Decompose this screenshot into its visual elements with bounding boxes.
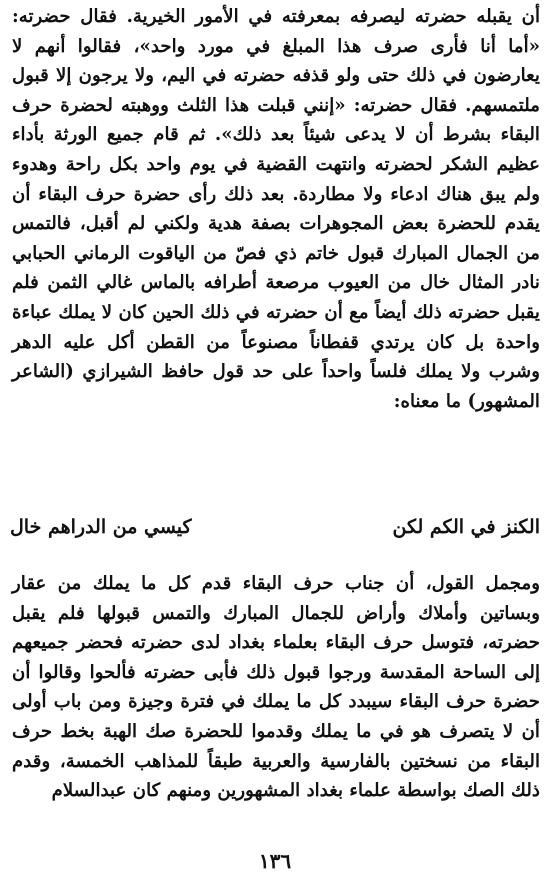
body-paragraph: أن يقبله حضرته ليصرفه بمعرفته في الأمور الخيرية. فقال حضرته: «أما أنا فأرى صرف هذا المبلغ في مورد واحد»، فقالوا أنهم لا يعارضون في ذلك حتى ولو قذفه حضرته في اليم، ولا يرجون إلا قبول ملتمسهم. فقال حضرته: «إنني قبلت هذا الثلث ووهبته لحضرة حرف البقاء بشرط أن لا يدعى شيئاً بعد ذلك». ثم قام جميع الورثة بأداء عظيم الشكر لحضرته وانتهت القضية في يوم واحد بكل راحة وهدوء ولم يبق هناك ادعاء ولا مطاردة. بعد ذلك رأى حضرة حرف البقاء أن يقدم للحضرة بعض المجوهرات بصفة هدية ولكني لم أقبل، فالتمس من الجمال المبارك قبول خاتم ذي فصّ من الياقوت الرماني الحبابي نادر المثال خال من العيوب مرصعة أطرافه بالماس غالي الثمن فلم يقبل حضرته ذلك أيضاً مع أن حضرته في ذلك الحين كان لا يملك عباءة واحدة بل كان يرتدي قفطاناً مصنوعاً من القطن أكل عليه الدهر وشرب ولا يملك فلساً واحداً على حد قول حافظ الشيرازي (الشاعر المشهور) ما معناه:: [12, 6, 540, 412]
verse-first-hemistich: الكنز في الكم لكن: [392, 516, 540, 538]
poem-verse: [10, 512, 540, 542]
page-number: ١٣٦: [258, 849, 292, 873]
body-paragraph: ومجمل القول، أن جناب حرف البقاء قدم كل ما يملك من عقار وبساتين وأملاك وأراض للجمال المبارك والتمس قبولها فلم يقبل حضرته، فتوسل حرف البقاء بعلماء بغداد لدى حضرته فحضر جميعهم إلى الساحة المقدسة ورجوا قبول ذلك فأبى حضرته فألحوا وقالوا أن حضرة حرف البقاء سيبدد كل ما يملك في فترة وجيزة ومن باب أولى أن لا يتصرف هو في ما يملك وقدموا للحضرة صك الهبة بخط حرف البقاء من نسختين بالفارسية والعربية طبقاً للمذاهب الخمسة، وقدم ذلك الصك بواسطة علماء بغداد المشهورين ومنهم كان عبدالسلام: [12, 573, 540, 802]
verse-second-hemistich: كيسي من الدراهم خال: [10, 516, 192, 538]
